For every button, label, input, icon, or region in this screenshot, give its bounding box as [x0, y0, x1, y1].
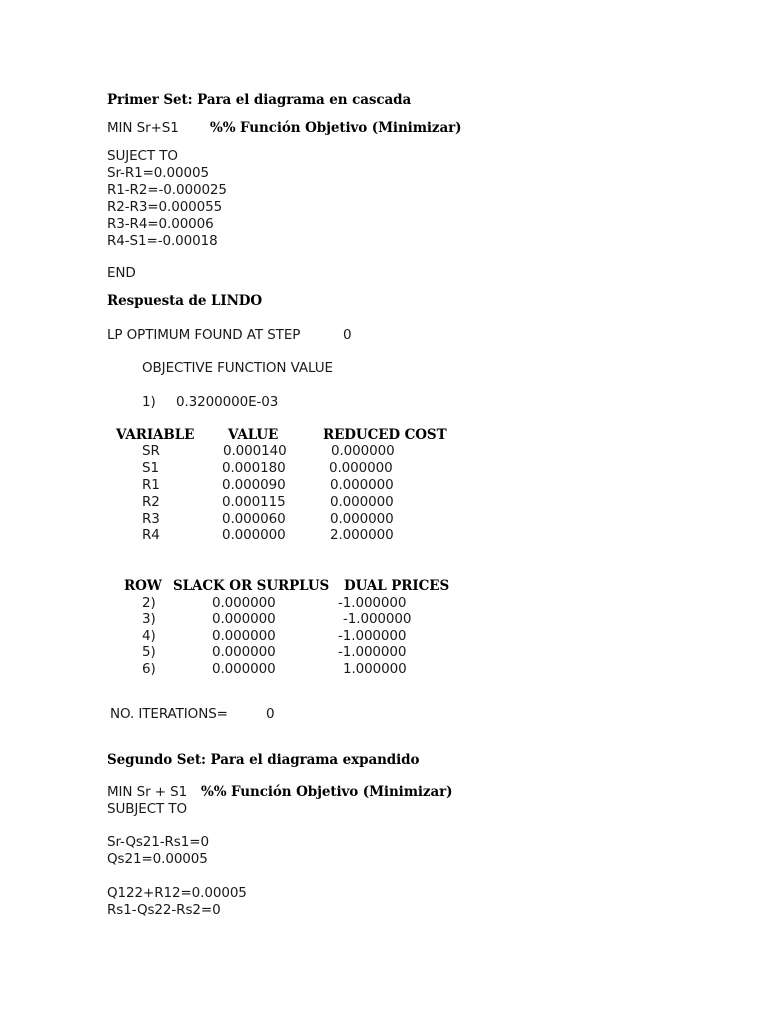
- variable-value: 0.000115: [222, 494, 286, 510]
- set1-constraint: Sr-R1=0.00005: [107, 165, 209, 181]
- set1-objective: MIN Sr+S1: [107, 120, 179, 136]
- row-slack: 0.000000: [212, 595, 276, 611]
- set2-heading: Segundo Set: Para el diagrama expandido: [107, 752, 420, 768]
- set2-constraint: Rs1-Qs22-Rs2=0: [107, 902, 221, 918]
- row-dual-price: -1.000000: [338, 644, 407, 660]
- set1-constraint: R3-R4=0.00006: [107, 216, 214, 232]
- variables-header-value: VALUE: [228, 427, 279, 443]
- variable-reduced-cost: 0.000000: [329, 460, 393, 476]
- variable-value: 0.000090: [222, 477, 286, 493]
- objective-row: 1): [142, 394, 156, 410]
- variable-value: 0.000180: [222, 460, 286, 476]
- rows-header-row: ROW: [124, 578, 162, 594]
- rows-header-slack: SLACK OR SURPLUS: [173, 578, 330, 594]
- row-dual-price: -1.000000: [343, 611, 412, 627]
- variable-reduced-cost: 0.000000: [330, 477, 394, 493]
- set1-subject-to: SUJECT TO: [107, 148, 178, 164]
- set1-heading: Primer Set: Para el diagrama en cascada: [107, 92, 412, 108]
- objective-function-title: OBJECTIVE FUNCTION VALUE: [142, 360, 333, 376]
- variable-reduced-cost: 0.000000: [330, 511, 394, 527]
- lindo-heading: Respuesta de LINDO: [107, 293, 263, 309]
- row-dual-price: -1.000000: [338, 628, 407, 644]
- row-id: 4): [142, 628, 156, 644]
- set2-constraint: Qs21=0.00005: [107, 851, 208, 867]
- row-slack: 0.000000: [212, 611, 276, 627]
- variable-value: 0.000060: [222, 511, 286, 527]
- row-dual-price: 1.000000: [343, 661, 407, 677]
- variable-name: R1: [142, 477, 160, 493]
- row-slack: 0.000000: [212, 661, 276, 677]
- set2-constraint: Q122+R12=0.00005: [107, 885, 247, 901]
- variable-name: S1: [142, 460, 159, 476]
- variables-header-reduced-cost: REDUCED COST: [323, 427, 447, 443]
- iterations-label: NO. ITERATIONS=: [110, 706, 228, 722]
- set2-objective: MIN Sr + S1: [107, 784, 188, 800]
- variable-name: SR: [142, 443, 160, 459]
- set1-end: END: [107, 265, 136, 281]
- row-dual-price: -1.000000: [338, 595, 407, 611]
- row-id: 3): [142, 611, 156, 627]
- variable-name: R2: [142, 494, 160, 510]
- variable-reduced-cost: 0.000000: [331, 443, 395, 459]
- rows-header-dual: DUAL PRICES: [344, 578, 450, 594]
- optimum-step: 0: [343, 327, 352, 343]
- set1-constraint: R2-R3=0.000055: [107, 199, 223, 215]
- optimum-label: LP OPTIMUM FOUND AT STEP: [107, 327, 301, 343]
- row-id: 5): [142, 644, 156, 660]
- variable-value: 0.000000: [222, 527, 286, 543]
- set2-subject-to: SUBJECT TO: [107, 801, 188, 817]
- variable-reduced-cost: 2.000000: [330, 527, 394, 543]
- row-id: 2): [142, 595, 156, 611]
- iterations-value: 0: [266, 706, 275, 722]
- variable-name: R3: [142, 511, 160, 527]
- set1-constraint: R1-R2=-0.000025: [107, 182, 227, 198]
- row-id: 6): [142, 661, 156, 677]
- set1-constraint: R4-S1=-0.00018: [107, 233, 218, 249]
- variable-name: R4: [142, 527, 160, 543]
- set2-constraint: Sr-Qs21-Rs1=0: [107, 834, 209, 850]
- row-slack: 0.000000: [212, 628, 276, 644]
- variable-value: 0.000140: [223, 443, 287, 459]
- objective-value: 0.3200000E-03: [176, 394, 279, 410]
- row-slack: 0.000000: [212, 644, 276, 660]
- variable-reduced-cost: 0.000000: [330, 494, 394, 510]
- set1-objective-comment: %% Función Objetivo (Minimizar): [210, 120, 462, 136]
- variables-header-variable: VARIABLE: [116, 427, 195, 443]
- set2-objective-comment: %% Función Objetivo (Minimizar): [201, 784, 453, 800]
